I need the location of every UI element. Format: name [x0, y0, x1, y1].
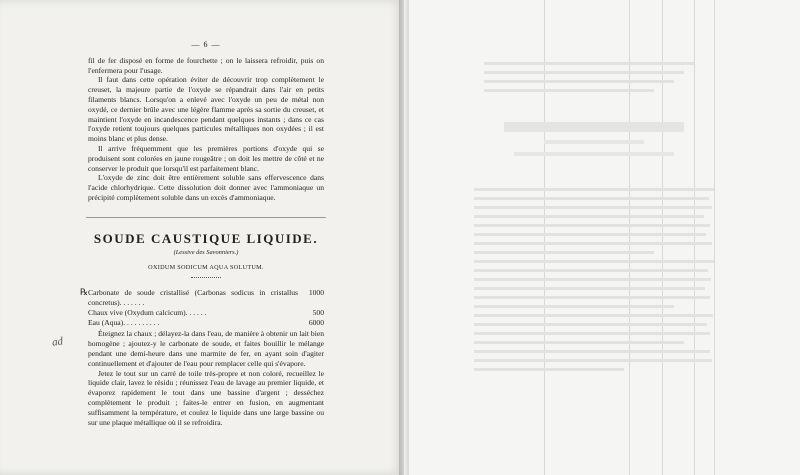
ingredient-qty: 500 [312, 307, 324, 317]
ingredient-name: Carbonate de soude cristallisé (Carbonas sodicus in cristallus concretus). . . . . . . [88, 288, 298, 307]
page-number: — 6 — [191, 40, 221, 49]
left-page-text [80, 40, 324, 427]
paragraph: fil de fer disposé en forme de fourchette ; on le laissera refroidir, puis on l'enfermera pour l'usage. [88, 55, 324, 75]
paragraph: Il arrive fréquemment que les premières portions d'oxyde qui se produisent sont colorées en jaune rougeâtre ; on doit les mettre de côté et ne conserver le produit que lorsqu'il est parfaitement blanc. [88, 143, 324, 173]
recipe-row [88, 288, 324, 308]
recipe-symbol: ℞ [80, 287, 89, 298]
ornament-rule [191, 277, 221, 278]
ingredient-name: Chaux vive (Oxydum calcicum). . . . . . [88, 307, 207, 317]
show-through-text [484, 62, 724, 98]
paragraph: Jetez le tout sur un carré de toile très-propre et non coloré, recueillez le liquide clair, lavez le résidu ; réunissez l'eau de lavage au premier liquide, et évaporez rapidement le tout dans une bassine d'argent ; desséchez complètement le produit ; faites-le entrer en fusion, en augmentant suffisamment la température, et coulez le liquide dans une large bassine ou sur une plaque métallique où il se refroidira. [88, 368, 324, 427]
section-subtitle: (Lessive des Savonniers.) [173, 248, 239, 256]
recipe-row [88, 318, 324, 328]
show-through-text [474, 188, 714, 377]
latin-name: OXIDUM SODICUM AQUA SOLUTUM. [148, 264, 264, 272]
book-gutter [399, 0, 409, 475]
show-through-subheading [514, 152, 674, 156]
paragraph: L'oxyde de zinc doit être entièrement soluble sans effervescence dans l'acide chlorhydrique. Cette dissolution doit donner avec l'ammoniaque un précipité complètement soluble dans un excès d'ammoniaque. [88, 173, 324, 202]
ingredient-qty: 1000 [308, 288, 324, 298]
section-divider [86, 217, 326, 218]
ingredient-qty: 6000 [308, 317, 324, 327]
section-title: SOUDE CAUSTIQUE LIQUIDE. [93, 230, 319, 246]
paragraph: Il faut dans cette opération éviter de découvrir trop complètement le creuset, la majeure partie de l'oxyde se répandrait dans l'air en petits filaments blancs. Lorsqu'on a enlevé avec l'oxyde un peu de métal non oxydé, ce dernier brûle avec une légère flamme après sa sortie du creuset, et maintient l'oxyde en incandescence pendant quelques instants ; dans ce cas l'oxyde retient toujours quelques particules métalliques non oxydées ; il est moins blanc et plus dense. [88, 75, 324, 144]
show-through-subheading [544, 140, 644, 144]
margin-annotation: ad [51, 335, 64, 349]
right-page-blank [404, 0, 800, 475]
show-through-heading [504, 122, 684, 132]
recipe-list [80, 287, 324, 327]
paragraph: Éteignez la chaux ; délayez-la dans l'eau, de manière à obtenir un lait bien homogène ; ajoutez-y le carbonate de soude, et faites bouillir le mélange pendant une demi-heure dans une marmite de fer, en ayant soin d'agiter continuellement et d'ajouter de l'eau pour remplacer celle qui s'évapore. [88, 329, 324, 368]
ingredient-name: Eau (Aqua). . . . . . . . . . [88, 317, 160, 327]
recipe-row [88, 308, 324, 318]
